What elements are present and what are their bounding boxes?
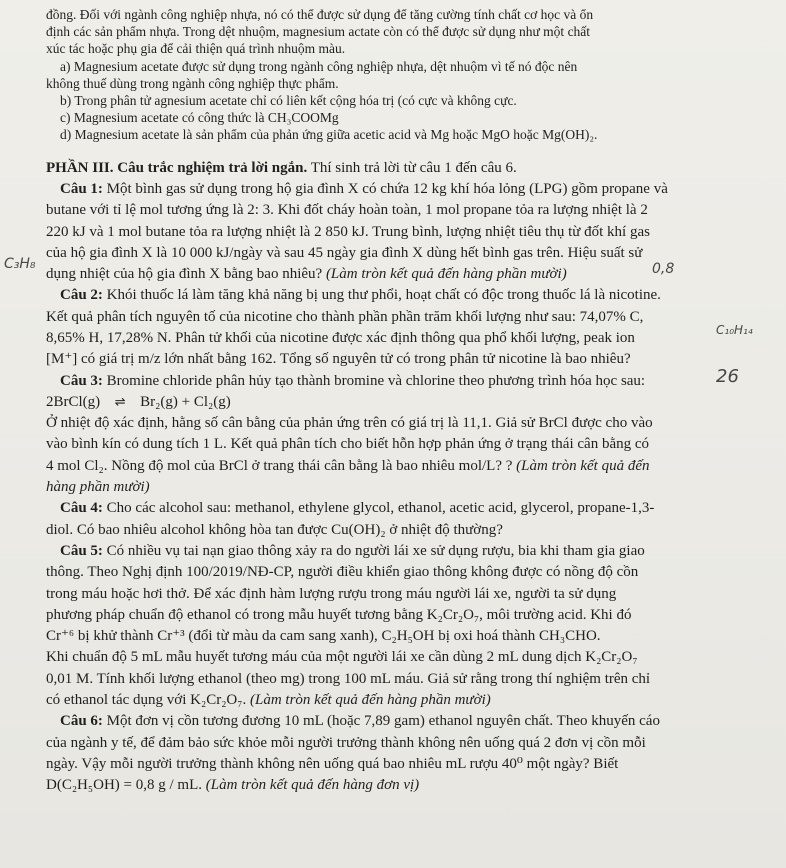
question-text: diol. Có bao nhiêu alcohol không hòa tan được Cu(OH)₂ ở nhiệt độ thường?: [46, 521, 503, 538]
question-text: Một đơn vị cồn tương đương 10 mL (hoặc 7,89 gam) ethanol nguyên chất. Theo khuyến cáo: [102, 713, 660, 730]
question-label: Câu 1:: [60, 180, 103, 197]
question-text: 220 kJ và 1 mol butane tỏa ra lượng nhiệt là 2 850 kJ. Trung bình, lượng nhiệt tiêu thụ từ đốt khí gas: [46, 223, 650, 240]
question-text: ngày. Vậy mỗi người trưởng thành không nên uống quá bao nhiêu mL rượu 40⁰ một ngày? Biết: [46, 755, 619, 772]
handwritten-answer: 26: [716, 366, 739, 387]
question-text: Cho các alcohol sau: methanol, ethylene glycol, ethanol, acetic acid, glycerol, propane-1,3-: [102, 500, 655, 517]
question-text: vào bình kín có dung tích 1 L. Kết quả phân tích cho biết hỗn hợp phản ứng ở trạng thái cân bằng có: [46, 436, 650, 453]
part3-heading: [46, 158, 768, 179]
question-text: dụng nhiệt của hộ gia đình X bằng bao nhiêu?: [46, 266, 326, 283]
question-label: Câu 5:: [60, 542, 103, 559]
statement-a-cont: không thuế dùng trong ngành công nghiệp thực phẩm.: [46, 75, 339, 91]
intro-line: đồng. Đối với ngành công nghiệp nhựa, nó có thể được sử dụng để tăng cường tính chất cơ học và ổn: [46, 7, 594, 22]
question-3: [46, 371, 768, 499]
handwritten-note: C₁₀H₁₄: [716, 323, 753, 337]
question-text: thông. Theo Nghị định 100/2019/NĐ-CP, người điều khiển giao thông không được có nồng độ cồn: [46, 564, 639, 581]
question-5: [46, 541, 768, 711]
question-text: Khói thuốc lá làm tăng khả năng bị ung thư phổi, hoạt chất có độc trong thuốc lá là nicotine.: [102, 287, 661, 304]
question-text: [M⁺] có giá trị m/z lớn nhất bằng 162. Tổng số nguyên tử có trong phân tử nicotine là bao nhiêu?: [46, 351, 631, 368]
part3-instructions: Thí sinh trả lời từ câu 1 đến câu 6.: [307, 159, 517, 176]
statement-a: a) Magnesium acetate được sử dụng trong ngành công nghiệp nhựa, dệt nhuộm vì tế nó độc nên: [60, 58, 578, 74]
question-text: của ngành y tế, để đảm bảo sức khỏe mỗi người trưởng thành không nên uống quá 2 đơn vị cồn mỗi: [46, 734, 646, 751]
question-text: butane với tỉ lệ mol tương ứng là 2: 3. Khi đốt cháy hoàn toàn, 1 mol propane tỏa ra lượng nhiệt là 2: [46, 202, 648, 219]
rounding-note: hàng phần mười): [46, 479, 150, 496]
statement-c: c) Magnesium acetate có công thức là CH₃COOMg: [60, 110, 339, 126]
equilibrium-arrow-icon: ⇌: [114, 394, 126, 410]
part3-title: PHẦN III. Câu trắc nghiệm trả lời ngắn.: [46, 159, 308, 176]
question-text: trong máu hoặc hơi thở. Để xác định hàm lượng rượu trong máu người lái xe, người ta sử dụng: [46, 585, 617, 602]
intro-line: xúc tác hoặc phụ gia để cải thiện quá trình nhuộm màu.: [46, 41, 346, 57]
question-text: phương pháp chuẩn độ ethanol có trong mẫu huyết tương bằng K₂Cr₂O₇, môi trường acid. Khi đó: [46, 606, 632, 623]
question-label: Câu 4:: [60, 500, 103, 517]
question-4: [46, 498, 768, 541]
intro-line: định các sản phẩm nhựa. Trong dệt nhuộm, magnesium actate còn có thể được sử dụng như một chất: [46, 24, 591, 40]
question-text: của hộ gia đình X là 10 000 kJ/ngày và sau 45 ngày gia đình X dùng hết bình gas trên. Hiệu suất sử: [46, 244, 643, 261]
question-text: Ở nhiệt độ xác định, hằng số cân bằng của phản ứng trên có giá trị là 11,1. Giả sử BrCl được cho vào: [46, 415, 653, 432]
question-text: 0,01 M. Tính khối lượng ethanol (theo mg) trong 100 mL máu. Giả sử rằng trong thí nghiệm trên chỉ: [46, 670, 651, 687]
question-text: D(C₂H₅OH) = 0,8 g / mL.: [46, 777, 206, 794]
question-text: Có nhiều vụ tai nạn giao thông xảy ra do người lái xe sử dụng rượu, bia khi tham gia giao: [102, 542, 645, 559]
equation-left: 2BrCl(g): [46, 393, 101, 410]
question-text: Kết quả phân tích nguyên tố của nicotine cho thành phần phần trăm khối lượng như sau: 74,07% C,: [46, 308, 644, 325]
question-label: Câu 6:: [60, 713, 103, 730]
question-label: Câu 2:: [60, 287, 103, 304]
equilibrium-equation: [46, 392, 768, 413]
question-text: Cr⁺⁶ bị khử thành Cr⁺³ (đổi từ màu da cam sang xanh), C₂H₅OH bị oxi hoá thành CH₃CHO.: [46, 628, 601, 645]
handwritten-note: C₃H₈: [4, 256, 36, 272]
statement-d: d) Magnesium acetate là sản phẩm của phản ứng giữa acetic acid và Mg hoặc MgO hoặc Mg(OH)₂.: [60, 127, 598, 143]
statement-b: b) Trong phân tử agnesium acetate chỉ có liên kết cộng hóa trị (có cực và không cực.: [60, 93, 517, 109]
handwritten-answer: 0,8: [652, 261, 675, 277]
question-6: [46, 711, 768, 796]
question-2: [46, 285, 768, 370]
question-text: Khi chuẩn độ 5 mL mẫu huyết tương máu của một người lái xe cần dùng 2 mL dung dịch K₂Cr₂O₇: [46, 649, 638, 666]
question-text: Bromine chloride phân hủy tạo thành bromine và chlorine theo phương trình hóa học sau:: [102, 372, 646, 389]
question-label: Câu 3:: [60, 372, 103, 389]
question-text: có ethanol tác dụng với K₂Cr₂O₇.: [46, 692, 250, 709]
rounding-note: (Làm tròn kết quả đến: [516, 457, 650, 474]
page-content: [46, 6, 768, 797]
equation-right: Br₂(g) + Cl₂(g): [140, 393, 231, 410]
rounding-note: (Làm tròn kết quả đến hàng phần mười): [250, 692, 491, 709]
question-text: 4 mol Cl₂. Nồng độ mol của BrCl ở trang thái cân bằng là bao nhiêu mol/L? ?: [46, 457, 517, 474]
rounding-note: (Làm tròn kết quả đến hàng phần mười): [325, 266, 567, 283]
question-text: Một bình gas sử dụng trong hộ gia đình X có chứa 12 kg khí hóa lỏng (LPG) gồm propane và: [102, 180, 668, 197]
rounding-note: (Làm tròn kết quả đến hàng đơn vị): [205, 777, 420, 794]
question-text: 8,65% H, 17,28% N. Phân tử khối của nicotine được xác định thông qua phổ khối lượng, peak ion: [46, 330, 635, 346]
intro-section: [46, 6, 768, 144]
